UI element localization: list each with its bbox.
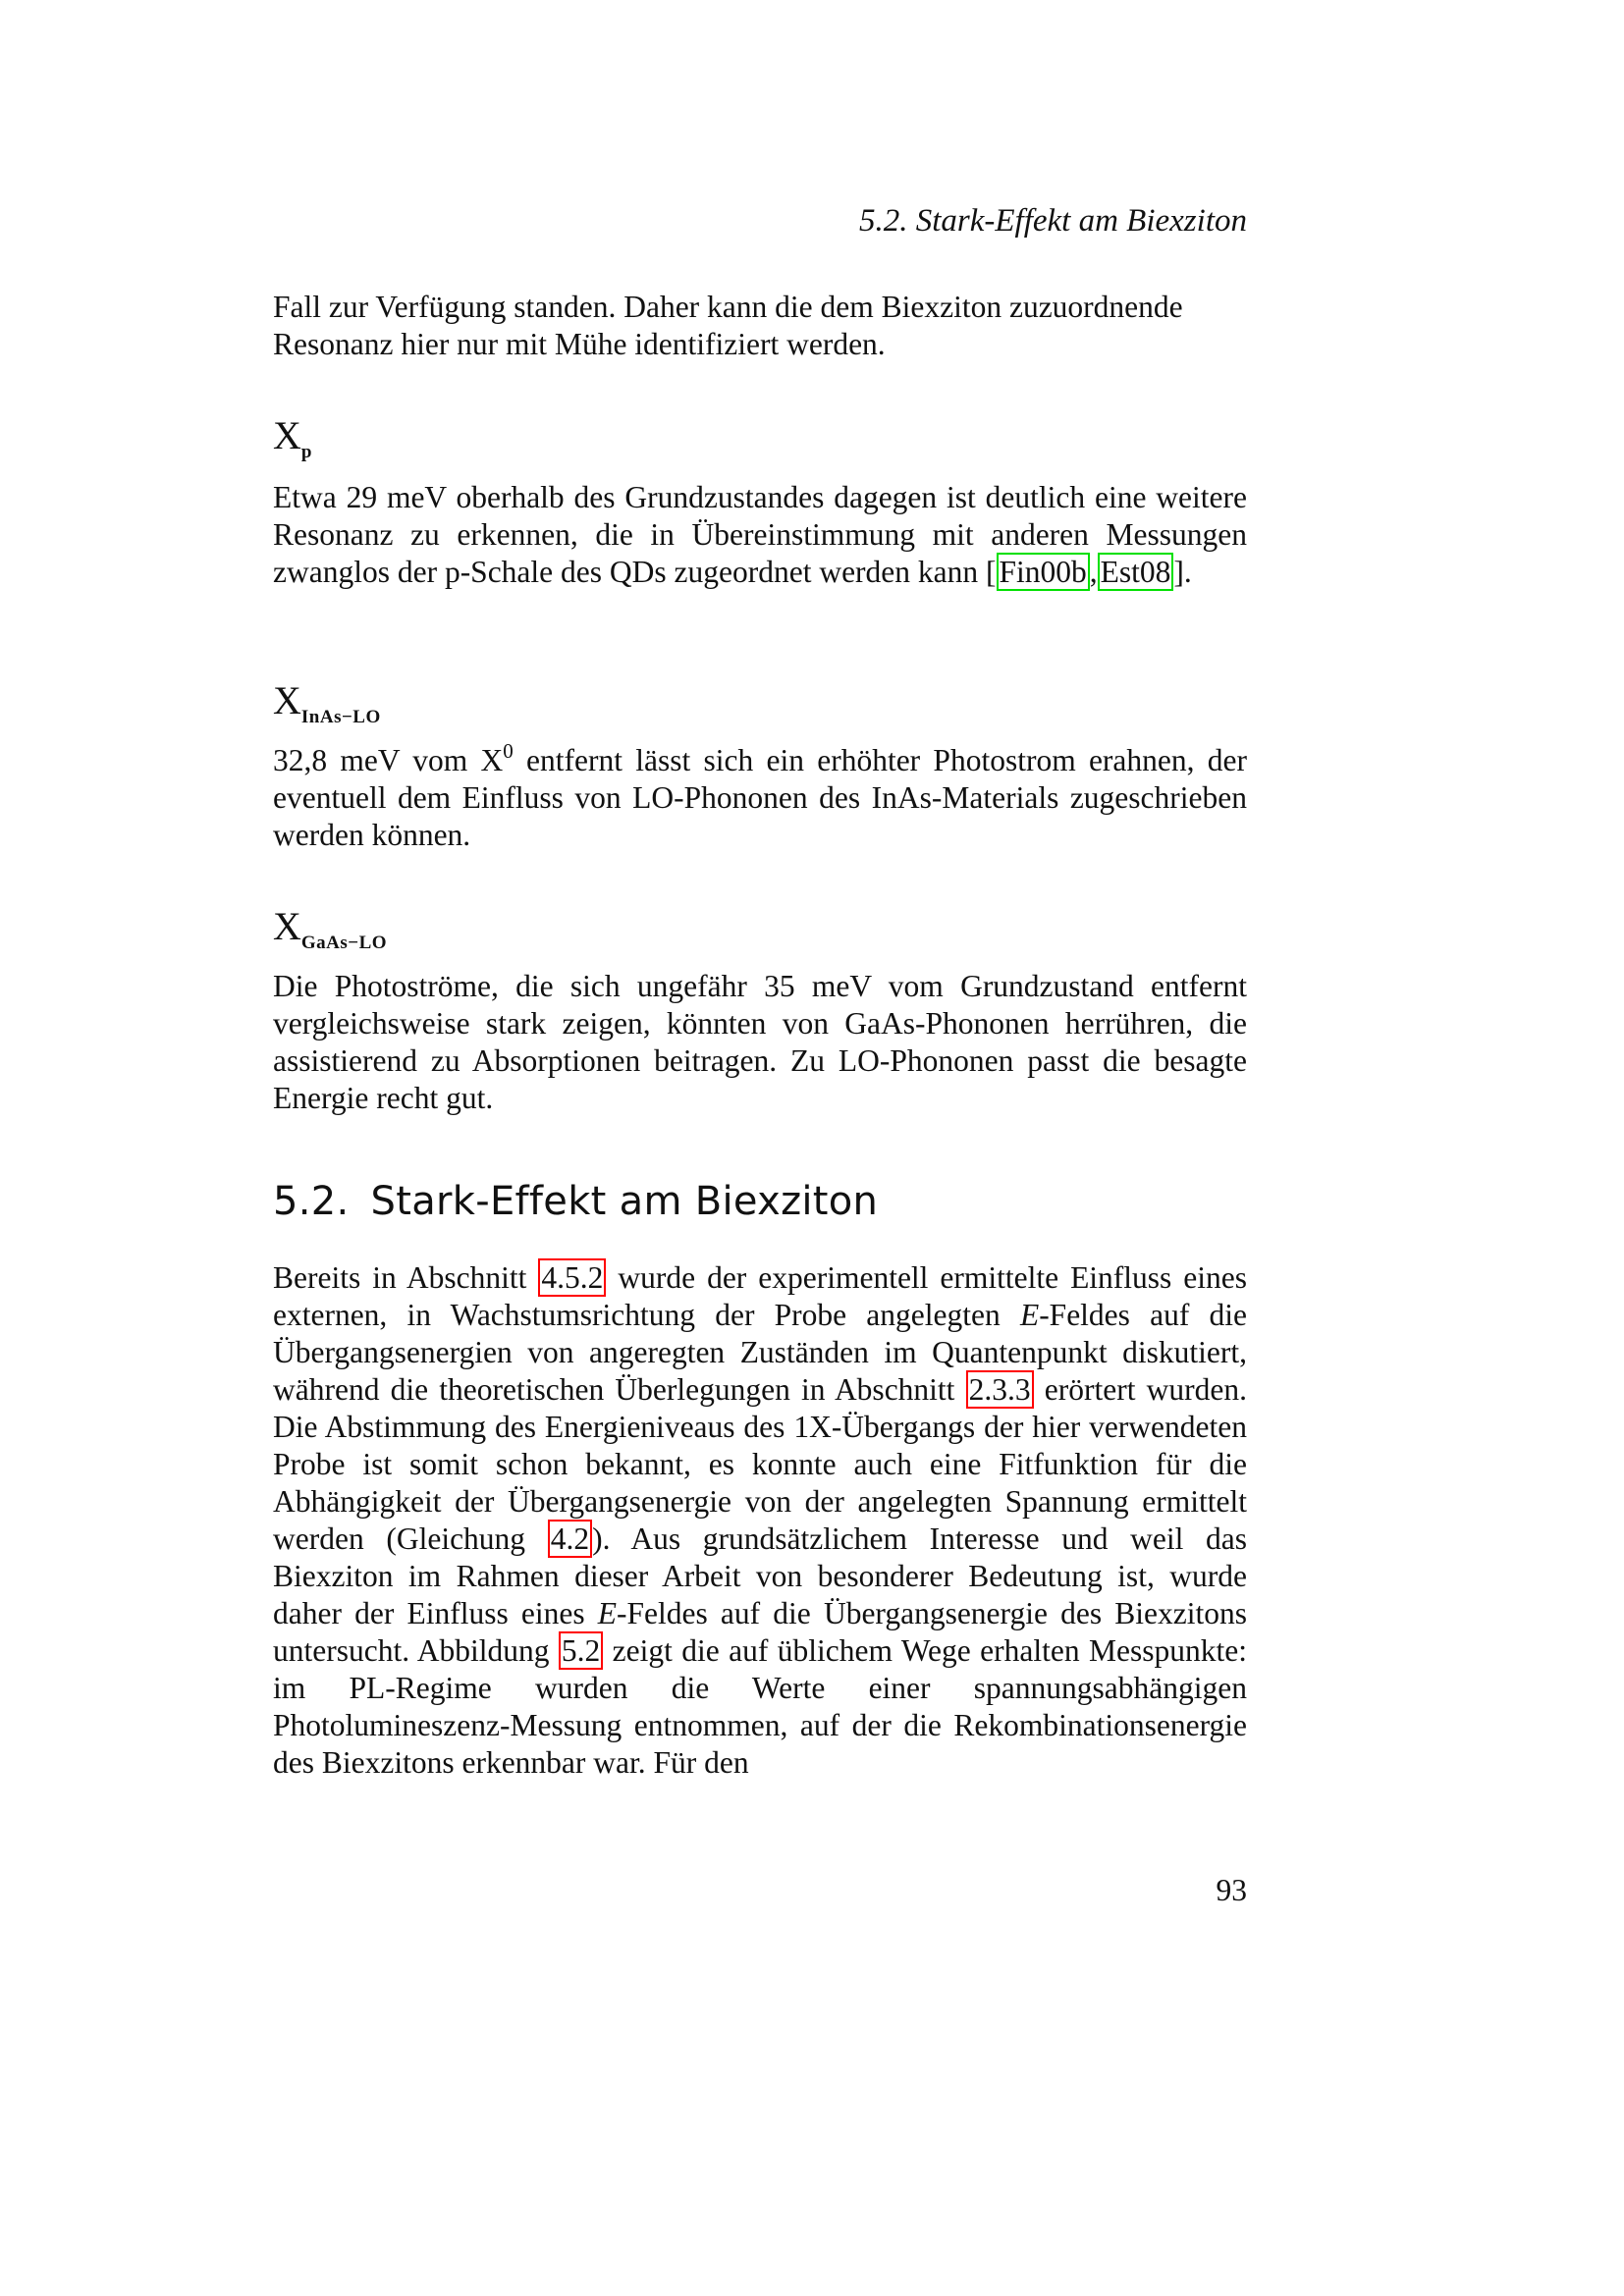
figure-ref-link[interactable]: 5.2 <box>559 1631 603 1670</box>
citation-link[interactable]: Fin00b <box>997 553 1090 591</box>
running-header: 5.2. Stark-Effekt am Biexziton <box>859 203 1247 239</box>
section-title: Stark-Effekt am Biexziton <box>370 1179 879 1224</box>
section-ref-link[interactable]: 4.5.2 <box>538 1258 606 1297</box>
citation-link[interactable]: Est08 <box>1098 553 1174 591</box>
section-ref-link[interactable]: 2.3.3 <box>966 1370 1034 1409</box>
inas-lo-paragraph: 32,8 meV vom $X^0$ entfernt lässt sich ein erhöhter Photostrom erahnen, der eventuell dem Einfluss von LO-Phononen des InAs-Materials zugeschrieben werden können. <box>273 739 1247 852</box>
intro-line-2: Resonanz hier nur mit Mühe identifiziert werden. <box>273 327 886 361</box>
section-number: 5.2. <box>273 1179 350 1224</box>
intro-line-1: Fall zur Verfügung standen. Daher kann die dem Biexziton zuzuordnende <box>273 290 1183 324</box>
gaas-lo-paragraph: Die Photoströme, die sich ungefähr 35 meV vom Grundzustand entfernt vergleichsweise stark zeigen, könnten von GaAs-Phononen herrühren, die assistierend zu Absorptionen beitragen. Zu LO-Phononen passt die besagte Energie recht gut. <box>273 969 1247 1115</box>
page-number: 93 <box>1216 1873 1247 1907</box>
gaas-lo-heading: $X_{GaAs-LO}$ <box>273 904 388 953</box>
subsection-inas-lo <box>273 678 1247 737</box>
section-paragraph: Bereits in Abschnitt 4.5.2 wurde der experimentell ermittelte Einfluss eines externen, in Wachstumsrichtung der Probe angelegten E-Feldes auf die Übergangsenergien von angeregten Zuständen im Quantenpunkt diskutiert, während die theoretischen Überlegungen in Abschnitt 2.3.3 erörtert wurden. Die Abstimmung des Energieniveaus des 1X-Übergangs der hier verwendeten Probe ist somit schon bekannt, es konnte auch eine Fitfunktion für die Abhängigkeit der Übergangsenergie von der angelegten Spannung ermittelt werden (Gleichung 4.2). Aus grundsätzlichem Interesse und weil das Biexziton im Rahmen dieser Arbeit von besonderer Bedeutung ist, wurde daher der Einfluss eines E-Feldes auf die Übergangsenergie des Biexzitons untersucht. Abbildung 5.2 zeigt die auf üblichem Wege erhalten Messpunkte: im PL-Regime wurden die Werte einer spannungsabhängigen Photolumineszenz-Messung entnommen, auf der die Rekombinationsenergie des Biexzitons erkennbar war. Für den <box>273 1260 1248 1780</box>
equation-ref-link[interactable]: 4.2 <box>548 1520 592 1558</box>
xp-heading: $X_p$ <box>273 413 312 462</box>
subsection-gaas-lo <box>273 904 1247 963</box>
subsection-xp <box>273 413 1247 472</box>
section-heading <box>273 1178 1247 1225</box>
xp-paragraph: Etwa 29 meV oberhalb des Grundzustandes dagegen ist deutlich eine weitere Resonanz zu erkennen, die in Übereinstimmung mit anderen Messungen zwanglos der p-Schale des QDs zugeordnet werden kann [Fin00b,Est08]. <box>273 480 1247 589</box>
inas-lo-heading: $X_{InAs-LO}$ <box>273 678 381 727</box>
intro-paragraph <box>273 289 1247 363</box>
